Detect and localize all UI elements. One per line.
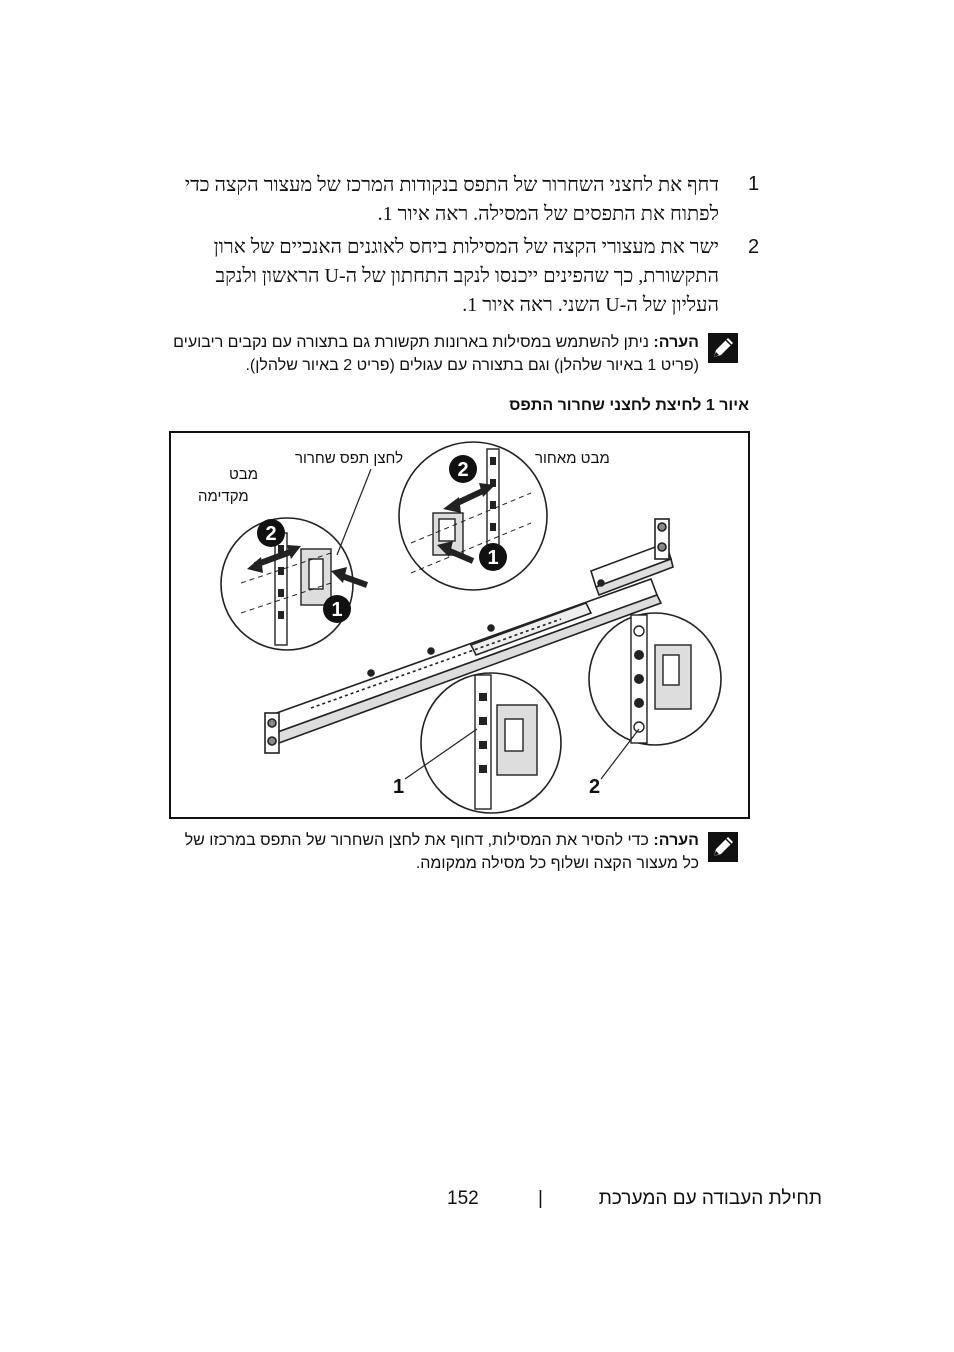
svg-text:1: 1 [487,547,499,569]
leader-item-2 [601,729,639,779]
svg-text:2: 2 [457,459,469,481]
badge-2-front [257,519,285,547]
detail-round-holes [589,613,721,745]
note-2-line1 [99,829,699,852]
step-2-line2: התקשורת, כך שהפינים ייכנסו לנקב התחתון של ה-U הראשון ולנקב [215,265,719,287]
step-1-number: 1 [748,173,760,195]
note-2-label: הערה: [653,832,699,849]
note-1-line1 [99,331,699,354]
footer-separator: | [538,1188,543,1209]
leader-release [337,469,371,555]
label-front-view-line1: מבט [229,466,259,483]
note-1-label: הערה: [653,334,699,351]
label-release-button: לחצן תפס שחרור [295,450,404,467]
note-1-line2: (פריט 1 באיור שלהלן) וגם בתצורה עם עגולים (פריט 2 באיור שלהלן). [245,357,699,374]
detail-front-view [221,518,367,650]
badge-2-rear [449,455,477,483]
svg-text:1: 1 [331,599,343,621]
step-2-line3: העליון של ה-U השני. ראה איור 1. [462,294,719,316]
step-2-text [99,233,719,320]
page-number: 152 [447,1188,479,1209]
label-rear-view: מבט מאחור [535,450,610,467]
step-2-line1: ישר את מעצורי הקצה של המסילות ביחס לאוגנים האנכיים של ארון [213,236,719,258]
step-1-text [99,171,719,229]
note-2-text: כדי להסיר את המסילות, דחוף את לחצן השחרור של התפס במרכזו של [184,832,649,849]
figure-caption: איור 1 לחיצת לחצני שחרור התפס [509,397,749,414]
svg-text:2: 2 [265,523,277,545]
step-2-number: 2 [748,236,760,258]
note-1-text: ניתן להשתמש במסילות בארונות תקשורת גם בתצורה עם נקבים ריבועים [173,334,649,351]
badge-1-rear [479,543,507,571]
step-1-line2: לפתוח את התפסים של המסילה. ראה איור 1. [377,203,719,225]
step-1-line1: דחף את לחצני השחרור של התפס בנקודות המרכז של מעצור הקצה כדי [184,174,719,196]
detail-square-holes [421,673,561,813]
label-front-view-line2: מקדימה [198,488,249,505]
note-1 [99,331,699,377]
footer-title: תחילת העבודה עם המערכת [598,1188,822,1209]
rail-illustration [171,433,752,821]
note-pencil-icon [708,333,738,363]
rail-front-bracket [265,713,279,753]
rail-figure [169,431,750,819]
note-pencil-icon-2 [708,832,738,862]
note-2-line2: כל מעצור הקצה ושלוף כל מסילה ממקומה. [415,855,699,872]
item-2-label: 2 [589,776,601,798]
note-2 [99,829,699,875]
badge-1-front [323,595,351,623]
item-1-label: 1 [393,776,405,798]
rail-rear-bracket [655,519,669,559]
